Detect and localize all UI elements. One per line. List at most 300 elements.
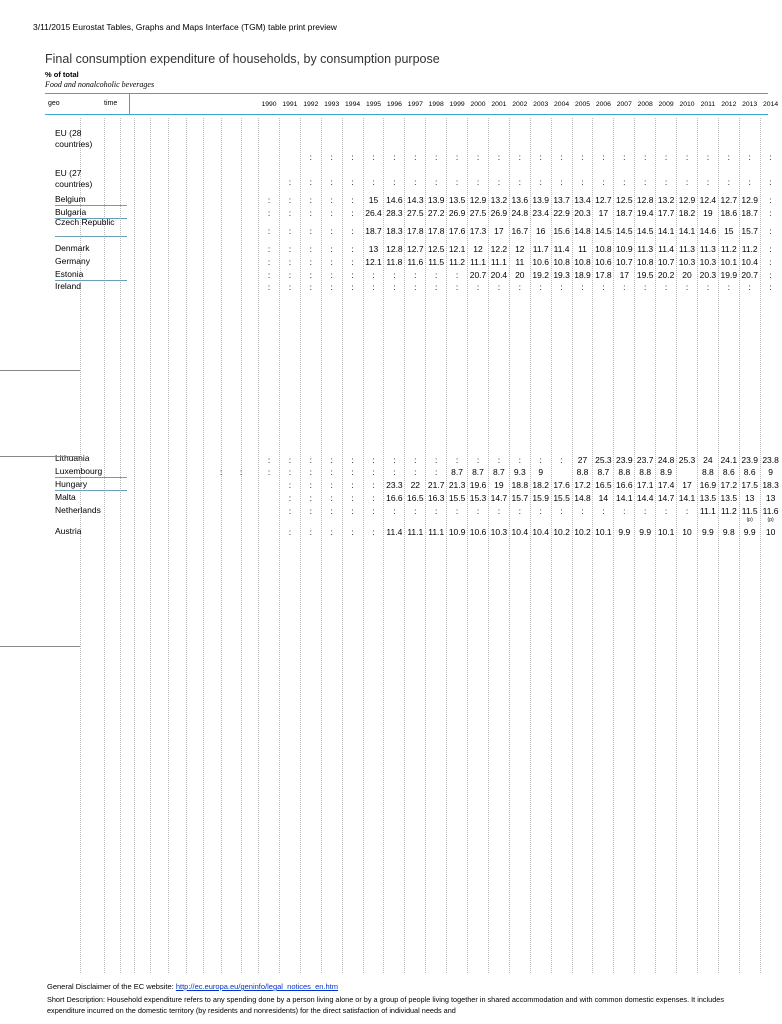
table-cell: : — [727, 282, 730, 292]
table-cell: 14 — [598, 493, 609, 503]
table-cell: : — [330, 467, 333, 477]
year-header: 2012 — [721, 101, 737, 108]
table-cell: 17.2 — [574, 480, 591, 490]
table-cell: : — [393, 152, 396, 162]
table-cell: 9.8 — [722, 527, 735, 537]
table-cell: : — [393, 270, 396, 280]
year-header: 2006 — [595, 101, 611, 108]
table-cell: 10.3 — [678, 257, 696, 267]
table-cell: 9 — [538, 467, 544, 477]
table-cell: : — [330, 226, 333, 236]
table-cell: 12.1 — [448, 244, 466, 254]
table-cell: : — [309, 195, 312, 205]
table-cell: 14.6 — [699, 226, 717, 236]
table-cell: : — [727, 152, 730, 162]
grid-line — [203, 118, 204, 973]
table-cell: 16.5 — [407, 493, 424, 503]
column-header-geo: geo — [48, 100, 60, 107]
table-cell: : — [539, 506, 542, 516]
table-cell: 13 — [765, 493, 776, 503]
table-cell: 24.8 — [657, 455, 675, 465]
table-cell: 20.2 — [657, 270, 675, 280]
table-cell: 20.7 — [469, 270, 487, 280]
table-cell: : — [288, 195, 292, 205]
year-header: 2001 — [491, 101, 507, 108]
table-cell: : — [330, 208, 333, 218]
table-cell: 11.1 — [699, 506, 716, 516]
table-cell: : — [476, 282, 480, 292]
table-cell: 13.2 — [490, 195, 508, 205]
table-cell: : — [539, 177, 542, 187]
table-cell: : — [309, 244, 312, 254]
table-cell: : — [581, 506, 584, 516]
table-cell: 10.8 — [574, 257, 591, 267]
table-cell: 10.3 — [699, 257, 717, 267]
table-cell: : — [351, 455, 354, 465]
table-cell: : — [309, 270, 312, 280]
table-cell: : — [685, 282, 689, 292]
table-cell: 12.5 — [427, 244, 445, 254]
year-header: 2014 — [763, 101, 779, 108]
table-cell: : — [455, 177, 459, 187]
table-cell: 11.1 — [407, 527, 424, 537]
table-cell: : — [288, 177, 292, 187]
table-cell: : — [393, 455, 396, 465]
table-cell: : — [476, 152, 480, 162]
table-cell: 20 — [682, 270, 692, 280]
table-cell: 8.6 — [743, 467, 756, 477]
table-header-bottom-rule — [45, 114, 768, 115]
table-cell: 23.8 — [762, 455, 779, 465]
table-cell: : — [455, 455, 459, 465]
table-header-divider — [129, 93, 130, 115]
table-cell: : — [706, 177, 710, 187]
left-margin-mark — [0, 456, 80, 457]
geo-label: Belgium — [55, 194, 86, 204]
table-cell: 14.7 — [490, 493, 508, 503]
table-cell: 17.2 — [720, 480, 738, 490]
table-cell: : — [372, 527, 375, 537]
table-cell: : — [706, 152, 710, 162]
table-cell: : — [309, 527, 312, 537]
table-cell: 8.7 — [472, 467, 484, 477]
table-cell: : — [518, 282, 521, 292]
table-cell: 17.8 — [595, 270, 612, 280]
table-cell: 12.9 — [741, 195, 758, 205]
table-cell: 14.4 — [636, 493, 654, 503]
table-cell: 16.5 — [595, 480, 612, 490]
table-cell: 17.6 — [553, 480, 570, 490]
table-cell: : — [664, 506, 668, 516]
table-cell: 17.6 — [448, 226, 466, 236]
table-cell: 12.8 — [386, 244, 403, 254]
table-cell: 26.9 — [448, 208, 466, 218]
table-cell: 13.5 — [699, 493, 717, 503]
table-cell: 12.2 — [490, 244, 508, 254]
geo-label: Germany — [55, 256, 90, 266]
table-cell: : — [267, 208, 271, 218]
table-cell: : — [435, 467, 438, 477]
table-cell: : — [351, 244, 354, 254]
table-cell: 18.2 — [678, 208, 696, 218]
table-cell: 11.2 — [449, 257, 466, 267]
table-cell: : — [372, 467, 375, 477]
table-cell: : — [455, 506, 459, 516]
table-cell: : — [288, 270, 292, 280]
table-cell: : — [393, 177, 396, 187]
table-cell: : — [414, 455, 417, 465]
table-cell: : — [267, 467, 271, 477]
table-cell: : — [664, 282, 668, 292]
table-cell: 14.1 — [616, 493, 633, 503]
geo-label: Netherlands — [55, 505, 101, 515]
table-cell: 17 — [598, 208, 609, 218]
year-header: 2000 — [470, 101, 486, 108]
table-cell: 10.9 — [448, 527, 466, 537]
table-cell: : — [288, 455, 292, 465]
table-cell: : — [330, 152, 333, 162]
table-cell: : — [435, 177, 438, 187]
table-cell: : — [330, 455, 333, 465]
table-cell: : — [351, 226, 354, 236]
table-cell: 15.9 — [532, 493, 549, 503]
table-cell: : — [288, 244, 292, 254]
year-header: 2007 — [616, 101, 632, 108]
table-cell: 11.4 — [553, 244, 570, 254]
table-cell: 14.5 — [595, 226, 612, 236]
table-cell: 17.1 — [636, 480, 654, 490]
table-cell: : — [476, 177, 480, 187]
table-cell: : — [497, 282, 501, 292]
table-cell: : — [330, 493, 333, 503]
table-cell: : — [769, 270, 772, 280]
year-header: 1996 — [386, 101, 402, 108]
table-cell: 11.1 — [470, 257, 486, 267]
table-cell: 22.9 — [553, 208, 570, 218]
table-cell: 19.4 — [636, 208, 654, 218]
table-cell: 17 — [682, 480, 692, 490]
table-cell: : — [769, 257, 772, 267]
table-cell: : — [288, 282, 292, 292]
table-cell: : — [351, 282, 354, 292]
year-header: 1990 — [261, 101, 277, 108]
table-cell: 18.7 — [365, 226, 382, 236]
table-cell: 11.3 — [699, 244, 716, 254]
table-cell: 8.7 — [597, 467, 610, 477]
left-margin-mark — [0, 370, 80, 371]
table-cell: 12.8 — [636, 195, 654, 205]
table-cell: : — [644, 506, 647, 516]
table-cell: 10.3 — [490, 527, 508, 537]
table-cell: 20.4 — [490, 270, 508, 280]
table-cell: : — [602, 152, 605, 162]
table-cell: 13 — [368, 244, 379, 254]
table-cell: 15 — [368, 195, 379, 205]
table-cell: : — [309, 257, 312, 267]
table-cell: 10.4 — [532, 527, 549, 537]
geo-label: Malta — [55, 492, 76, 502]
grid-line — [186, 118, 187, 973]
table-cell: : — [664, 177, 668, 187]
table-cell: : — [351, 257, 354, 267]
table-cell: 8.8 — [576, 467, 589, 477]
table-cell: : — [372, 282, 375, 292]
grid-line — [134, 118, 135, 973]
table-cell: : — [560, 455, 563, 465]
table-cell: 12.7 — [720, 195, 738, 205]
table-cell: : — [267, 226, 271, 236]
table-cell: 18.3 — [386, 226, 403, 236]
table-cell: : — [581, 282, 584, 292]
table-cell: 11.2 — [720, 506, 737, 516]
table-cell: : — [288, 467, 292, 477]
geo-label: EU (27 countries) — [55, 168, 93, 189]
provisional-flag: (p) — [746, 517, 753, 523]
table-cell: 13.7 — [553, 195, 570, 205]
table-cell: 10.6 — [469, 527, 487, 537]
table-cell: 10.8 — [595, 244, 612, 254]
table-cell: 12 — [515, 244, 525, 254]
table-cell: 11.1 — [490, 257, 507, 267]
table-cell: 9.9 — [701, 527, 714, 537]
table-cell: 23.7 — [636, 455, 654, 465]
table-cell: 17.3 — [469, 226, 487, 236]
table-cell: 23.3 — [386, 480, 403, 490]
table-cell: : — [455, 152, 459, 162]
table-cell: 11.3 — [637, 244, 654, 254]
table-cell: 27.5 — [469, 208, 487, 218]
geo-label: Czech Republic — [55, 217, 115, 227]
year-header: 2009 — [658, 101, 674, 108]
table-cell: 11.3 — [679, 244, 695, 254]
subtitle: Food and nonalcoholic beverages — [45, 80, 155, 89]
year-header: 1998 — [428, 101, 444, 108]
table-cell: : — [309, 177, 312, 187]
table-cell: : — [351, 208, 354, 218]
disclaimer-link[interactable]: http://ec.europa.eu/geninfo/legal_notices_en.htm — [175, 982, 339, 991]
table-cell: : — [602, 177, 605, 187]
table-cell: 11.4 — [658, 244, 675, 254]
grid-line — [168, 118, 169, 973]
year-header: 2005 — [574, 101, 591, 108]
year-header: 1995 — [365, 101, 382, 108]
table-cell: : — [560, 282, 563, 292]
short-description: Short Description: Household expenditure refers to any spending done by a person living alone or by a group of people living together in shared accommodation and with common domestic expenses. It includes expenditure incurred on the domestic territory (by residents and nonresidents) for the direct satisfaction of individual needs and — [47, 995, 724, 1015]
table-cell: 18.6 — [720, 208, 738, 218]
table-cell: 11.6 — [762, 506, 779, 516]
table-cell: : — [330, 282, 333, 292]
table-cell: : — [497, 455, 501, 465]
table-cell: 19 — [494, 480, 504, 490]
year-header: 2011 — [700, 101, 716, 108]
table-cell: : — [288, 480, 292, 490]
table-cell: : — [330, 177, 333, 187]
table-cell: 27.5 — [407, 208, 424, 218]
geo-label: Lithuania — [55, 453, 90, 463]
table-cell: 18.2 — [532, 480, 549, 490]
table-cell: : — [497, 177, 501, 187]
table-cell: : — [330, 244, 333, 254]
table-cell: 20 — [515, 270, 525, 280]
table-cell: 10.6 — [532, 257, 549, 267]
geo-label: Bulgaria — [55, 207, 87, 217]
table-cell: : — [288, 257, 292, 267]
table-cell: 15.5 — [448, 493, 466, 503]
table-cell: 13.9 — [532, 195, 549, 205]
table-cell: 17.4 — [657, 480, 675, 490]
table-cell: 10.8 — [636, 257, 654, 267]
geo-label: Austria — [55, 526, 82, 536]
table-cell: : — [518, 177, 521, 187]
table-cell: : — [351, 480, 354, 490]
geo-label: Hungary — [55, 479, 88, 489]
disclaimer-label: General Disclaimer of the EC website: — [47, 982, 176, 991]
table-cell: : — [560, 177, 563, 187]
table-cell: 14.5 — [636, 226, 654, 236]
table-cell: : — [539, 152, 542, 162]
table-cell: 13.5 — [720, 493, 738, 503]
table-cell: 10.1 — [595, 527, 612, 537]
table-cell: 14.8 — [574, 226, 591, 236]
table-cell: 14.1 — [657, 226, 675, 236]
table-cell: 17.8 — [407, 226, 424, 236]
table-cell: : — [748, 152, 751, 162]
table-cell: : — [727, 177, 730, 187]
table-cell: : — [497, 152, 501, 162]
table-cell: 25.3 — [595, 455, 612, 465]
table-cell: : — [351, 527, 354, 537]
table-cell: 12 — [473, 244, 483, 254]
table-cell: : — [623, 177, 626, 187]
table-cell: 24.1 — [720, 455, 738, 465]
table-cell: 17 — [619, 270, 630, 280]
table-cell: 27.2 — [427, 208, 445, 218]
table-cell: : — [706, 282, 710, 292]
table-cell: : — [351, 177, 354, 187]
table-cell: : — [330, 257, 333, 267]
grid-line — [150, 118, 151, 973]
table-cell: 11.2 — [720, 244, 737, 254]
table-cell: 19 — [703, 208, 713, 218]
table-cell: 11 — [515, 257, 525, 267]
table-cell: 23.4 — [532, 208, 549, 218]
geo-label: Luxembourg — [55, 466, 103, 476]
table-cell: : — [372, 506, 375, 516]
table-cell: : — [372, 270, 375, 280]
table-cell: 10 — [765, 527, 776, 537]
table-cell: : — [372, 493, 375, 503]
table-cell: 21.3 — [448, 480, 466, 490]
table-cell: : — [309, 226, 312, 236]
table-cell: 10.2 — [553, 527, 570, 537]
table-cell: : — [685, 506, 689, 516]
grid-line — [120, 118, 121, 973]
table-cell: : — [372, 152, 375, 162]
table-cell: : — [351, 493, 354, 503]
table-cell: 9.9 — [743, 527, 756, 537]
table-cell: 18.8 — [511, 480, 529, 490]
table-cell: : — [664, 152, 668, 162]
table-cell: : — [602, 506, 605, 516]
table-cell: : — [518, 506, 521, 516]
table-cell: 18.9 — [574, 270, 591, 280]
year-header: 2010 — [679, 101, 695, 108]
grid-line — [221, 118, 222, 973]
table-cell: 8.8 — [618, 467, 631, 477]
table-cell: : — [518, 455, 521, 465]
year-header: 1997 — [407, 101, 423, 108]
table-cell: : — [309, 467, 312, 477]
table-cell: : — [748, 177, 751, 187]
table-cell: : — [623, 152, 626, 162]
grid-line — [104, 118, 105, 973]
table-cell: : — [748, 282, 751, 292]
table-cell: : — [330, 506, 333, 516]
table-cell: : — [288, 208, 292, 218]
table-cell: : — [769, 282, 772, 292]
table-cell: 19.6 — [469, 480, 487, 490]
year-header: 2002 — [512, 101, 528, 108]
table-cell: 9 — [768, 467, 773, 477]
table-cell: 12.1 — [365, 257, 382, 267]
table-cell: : — [539, 455, 542, 465]
table-cell: 15.7 — [741, 226, 758, 236]
year-header: 1993 — [324, 101, 340, 108]
table-cell: : — [309, 493, 312, 503]
table-cell: 15.5 — [553, 493, 570, 503]
year-header: 2008 — [637, 101, 653, 108]
year-header: 2004 — [554, 101, 570, 108]
table-cell: : — [497, 506, 501, 516]
unit-label — [45, 70, 79, 79]
table-cell: : — [769, 226, 772, 236]
table-cell: 9.9 — [618, 527, 631, 537]
table-cell: 11.7 — [532, 244, 549, 254]
table-cell: 15.6 — [553, 226, 570, 236]
table-cell: : — [414, 152, 417, 162]
table-cell: : — [267, 270, 271, 280]
year-header: 1994 — [345, 101, 361, 108]
table-cell: 15.7 — [511, 493, 529, 503]
table-cell: : — [309, 282, 312, 292]
table-cell: : — [330, 195, 333, 205]
table-cell: : — [267, 455, 271, 465]
table-cell: 19.9 — [720, 270, 738, 280]
table-cell: : — [685, 177, 689, 187]
row-rule — [55, 490, 127, 491]
table-cell: 18.3 — [762, 480, 779, 490]
table-cell: : — [267, 195, 271, 205]
table-cell: 12.7 — [595, 195, 612, 205]
table-cell: 16 — [535, 226, 546, 236]
table-cell: : — [435, 282, 438, 292]
table-cell: 26.4 — [365, 208, 382, 218]
table-cell: : — [393, 467, 396, 477]
table-cell: 14.7 — [657, 493, 675, 503]
table-cell: : — [239, 467, 243, 477]
table-cell: 16.6 — [616, 480, 633, 490]
table-cell: 11.4 — [386, 527, 403, 537]
table-cell: : — [372, 480, 375, 490]
table-cell: 19.3 — [553, 270, 570, 280]
table-cell: 9.3 — [513, 467, 526, 477]
table-cell: : — [769, 152, 772, 162]
table-cell: : — [455, 282, 459, 292]
table-cell: : — [330, 270, 333, 280]
table-cell: : — [330, 527, 333, 537]
table-cell: 16.3 — [427, 493, 445, 503]
table-cell: 10.4 — [511, 527, 529, 537]
